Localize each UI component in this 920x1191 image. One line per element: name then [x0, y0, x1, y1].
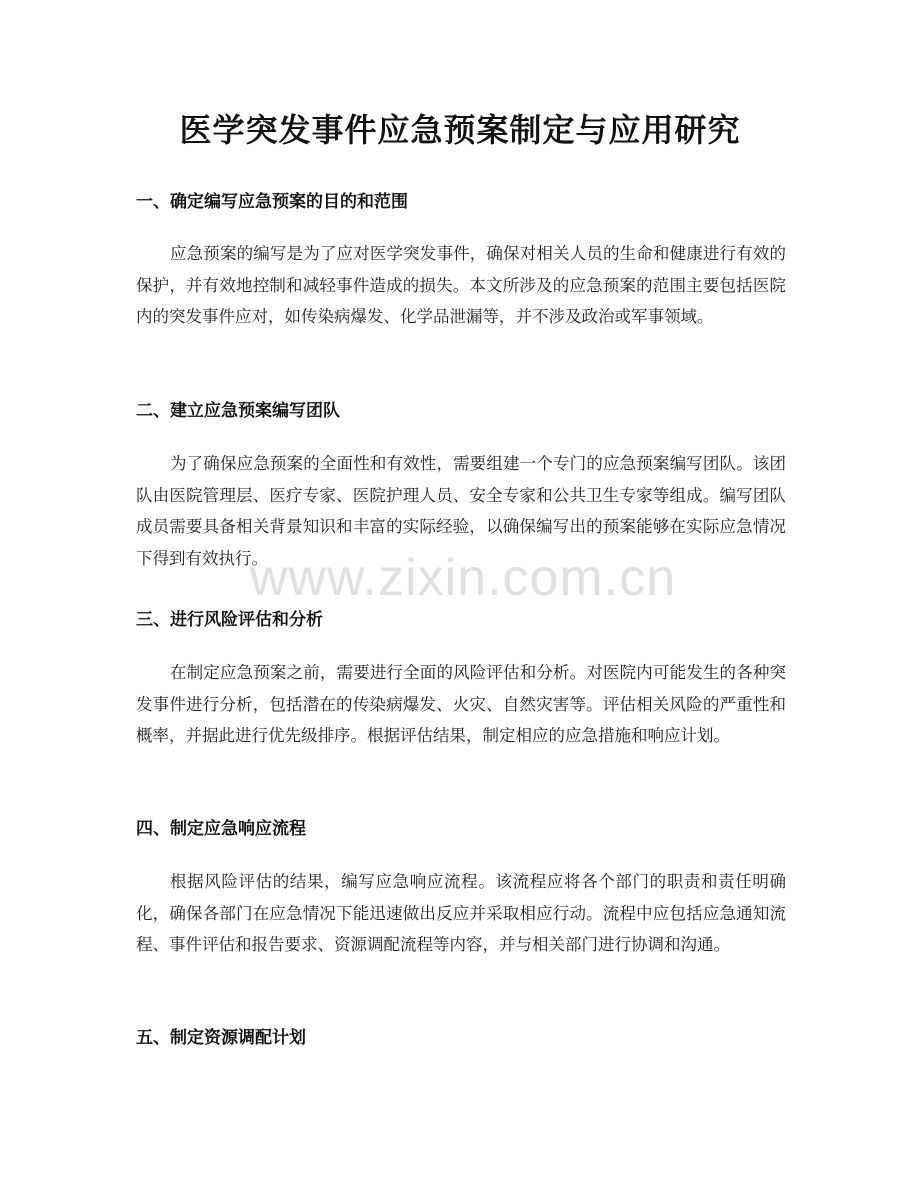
section-heading-5: 五、制定资源调配计划	[136, 1028, 306, 1048]
section-heading-1: 一、确定编写应急预案的目的和范围	[136, 192, 408, 212]
section-heading-3: 三、进行风险评估和分析	[136, 610, 323, 630]
section-body-3: 在制定应急预案之前，需要进行全面的风险评估和分析。对医院内可能发生的各种突发事件进行分析，包括潜在的传染病爆发、火灾、自然灾害等。评估相关风险的严重性和概率，并据此进行优先级排序。根据评估结果，制定相应的应急措施和响应计划。	[136, 663, 786, 745]
section-heading-2: 二、建立应急预案编写团队	[136, 401, 340, 421]
section-body-1: 应急预案的编写是为了应对医学突发事件，确保对相关人员的生命和健康进行有效的保护，并有效地控制和减轻事件造成的损失。本文所涉及的应急预案的范围主要包括医院内的突发事件应对，如传染病爆发、化学品泄漏等，并不涉及政治或军事领域。	[136, 244, 786, 326]
section-heading-4: 四、制定应急响应流程	[136, 819, 306, 839]
document-title: 医学突发事件应急预案制定与应用研究	[179, 111, 741, 149]
section-body-2: 为了确保应急预案的全面性和有效性，需要组建一个专门的应急预案编写团队。该团队由医院管理层、医疗专家、医院护理人员、安全专家和公共卫生专家等组成。编写团队成员需要具备相关背景知识和丰富的实际经验，以确保编写出的预案能够在实际应急情况下得到有效执行。	[136, 454, 786, 568]
watermark-text: www.zixin.com.cn	[249, 549, 677, 607]
section-body-4: 根据风险评估的结果，编写应急响应流程。该流程应将各个部门的职责和责任明确化，确保各部门在应急情况下能迅速做出反应并采取相应行动。流程中应包括应急通知流程、事件评估和报告要求、资源调配流程等内容，并与相关部门进行协调和沟通。	[136, 872, 786, 954]
